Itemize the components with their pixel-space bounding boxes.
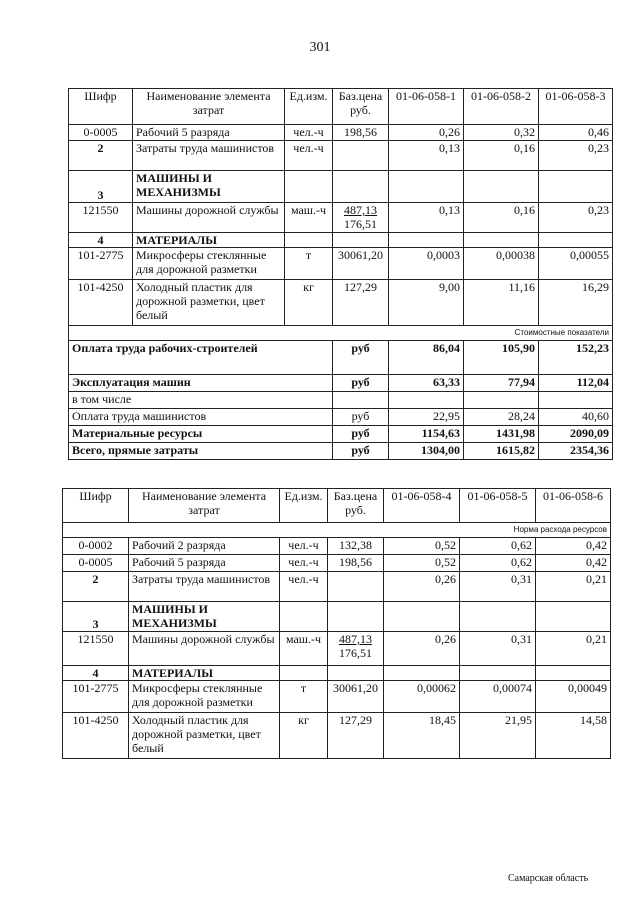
cell-code: 3 <box>69 171 133 203</box>
section-row <box>63 666 611 681</box>
cell-price <box>328 632 384 666</box>
cell-value: 0,00074 <box>460 681 536 713</box>
cell-code: 101-4250 <box>63 713 129 759</box>
summary-unit: руб <box>333 426 389 443</box>
cell-value: 11,16 <box>464 280 539 326</box>
table-row <box>63 538 611 555</box>
summary-value: 63,33 <box>389 375 464 392</box>
section-label-row <box>69 326 613 341</box>
cell-value: 0,00062 <box>384 681 460 713</box>
cell-value: 0,0003 <box>389 248 464 280</box>
cell-price <box>333 203 389 233</box>
cell-value: 0,62 <box>460 538 536 555</box>
table-row <box>63 713 611 759</box>
cell-name: Рабочий 5 разряда <box>133 125 285 141</box>
header-name: Наименование элемента затрат <box>129 489 280 523</box>
cell-name: Затраты труда машинистов <box>129 572 280 602</box>
cell-value: 0,26 <box>389 125 464 141</box>
table-row <box>69 248 613 280</box>
summary-row <box>69 341 613 375</box>
table-header-row <box>69 89 613 125</box>
header-col-3: 01-06-058-3 <box>539 89 613 125</box>
summary-row <box>69 426 613 443</box>
cell-value: 0,31 <box>460 632 536 666</box>
page-number: 301 <box>309 40 331 55</box>
header-price: Баз.цена руб. <box>328 489 384 523</box>
cell-price: 198,56 <box>333 125 389 141</box>
summary-value: 28,24 <box>464 409 539 426</box>
cell-code: 0-0002 <box>63 538 129 555</box>
cell-value: 0,23 <box>539 203 613 233</box>
cell-value: 9,00 <box>389 280 464 326</box>
summary-value: 152,23 <box>539 341 613 375</box>
cell-price: 127,29 <box>328 713 384 759</box>
header-code: Шифр <box>69 89 133 125</box>
cell-code: 2 <box>69 141 133 171</box>
cell-value: 18,45 <box>384 713 460 759</box>
section-title: МАШИНЫ И МЕХАНИЗМЫ <box>129 602 280 632</box>
cell-value: 0,21 <box>536 632 611 666</box>
header-name: Наименование элемента затрат <box>133 89 285 125</box>
summary-value: 2354,36 <box>539 443 613 460</box>
summary-name: Эксплуатация машин <box>69 375 333 392</box>
table-row <box>63 555 611 572</box>
header-price: Баз.цена руб. <box>333 89 389 125</box>
summary-value: 40,60 <box>539 409 613 426</box>
cell-name: Рабочий 5 разряда <box>129 555 280 572</box>
cell-value: 0,13 <box>389 141 464 171</box>
cell-value: 0,52 <box>384 538 460 555</box>
summary-name: Оплата труда рабочих-строителей <box>69 341 333 375</box>
section-row <box>69 171 613 203</box>
cell-name: Машины дорожной службы <box>133 203 285 233</box>
cell-code: 121550 <box>63 632 129 666</box>
cell-unit: чел.-ч <box>280 555 328 572</box>
cell-unit: чел.-ч <box>285 125 333 141</box>
header-col-2: 01-06-058-2 <box>464 89 539 125</box>
header-unit: Ед.изм. <box>280 489 328 523</box>
table-row <box>69 125 613 141</box>
section-row <box>69 233 613 248</box>
cell-price: 132,38 <box>328 538 384 555</box>
cell-price <box>333 141 389 171</box>
footer-region: Самарская область <box>508 873 589 884</box>
cell-value: 0,62 <box>460 555 536 572</box>
summary-value: 105,90 <box>464 341 539 375</box>
summary-unit: руб <box>333 409 389 426</box>
summary-row <box>69 392 613 409</box>
cell-value: 14,58 <box>536 713 611 759</box>
cell-unit: чел.-ч <box>285 141 333 171</box>
summary-value: 1431,98 <box>464 426 539 443</box>
cell-name: Машины дорожной службы <box>129 632 280 666</box>
table-row <box>69 141 613 171</box>
summary-value: 1304,00 <box>389 443 464 460</box>
cell-value: 21,95 <box>460 713 536 759</box>
summary-value <box>539 392 613 409</box>
header-unit: Ед.изм. <box>285 89 333 125</box>
section-label: Стоимостные показатели <box>69 326 613 341</box>
cell-price <box>328 572 384 602</box>
summary-value <box>464 392 539 409</box>
cell-unit: кг <box>280 713 328 759</box>
cell-name: Холодный пластик для дорожной разметки, цвет белый <box>133 280 285 326</box>
cell-value: 0,23 <box>539 141 613 171</box>
cell-value: 0,42 <box>536 555 611 572</box>
cell-unit: кг <box>285 280 333 326</box>
cell-unit: маш.-ч <box>285 203 333 233</box>
summary-unit: руб <box>333 375 389 392</box>
cell-code: 101-2775 <box>69 248 133 280</box>
table-row <box>69 280 613 326</box>
section-title: МАШИНЫ И МЕХАНИЗМЫ <box>133 171 285 203</box>
cell-code: 0-0005 <box>69 125 133 141</box>
cell-code: 3 <box>63 602 129 632</box>
summary-name: в том числе <box>69 392 333 409</box>
section-row <box>63 602 611 632</box>
cell-value: 0,16 <box>464 203 539 233</box>
summary-value: 2090,09 <box>539 426 613 443</box>
header-col-4: 01-06-058-4 <box>384 489 460 523</box>
summary-unit <box>333 392 389 409</box>
header-col-1: 01-06-058-1 <box>389 89 464 125</box>
cell-name: Рабочий 2 разряда <box>129 538 280 555</box>
cell-value: 0,16 <box>464 141 539 171</box>
price-line-1: 487,13 <box>344 203 377 217</box>
price-line-1: 487,13 <box>339 632 372 646</box>
cell-code: 121550 <box>69 203 133 233</box>
table-row <box>63 632 611 666</box>
price-line-2: 176,51 <box>344 217 377 231</box>
cell-value: 0,26 <box>384 572 460 602</box>
cell-value: 0,31 <box>460 572 536 602</box>
table-row <box>63 681 611 713</box>
cell-value: 0,00049 <box>536 681 611 713</box>
table-header-row <box>63 489 611 523</box>
cell-name: Микросферы стеклянные для дорожной разметки <box>133 248 285 280</box>
cell-price: 127,29 <box>333 280 389 326</box>
cell-value: 0,26 <box>384 632 460 666</box>
summary-value: 1154,63 <box>389 426 464 443</box>
section-label-row <box>63 523 611 538</box>
summary-unit: руб <box>333 443 389 460</box>
cell-value: 0,42 <box>536 538 611 555</box>
summary-name: Материальные ресурсы <box>69 426 333 443</box>
price-line-2: 176,51 <box>339 646 372 660</box>
summary-name: Оплата труда машинистов <box>69 409 333 426</box>
cell-value: 0,32 <box>464 125 539 141</box>
cell-unit: чел.-ч <box>280 538 328 555</box>
table-row <box>69 203 613 233</box>
summary-row <box>69 375 613 392</box>
cell-code: 4 <box>69 233 133 248</box>
header-col-6: 01-06-058-6 <box>536 489 611 523</box>
summary-row <box>69 409 613 426</box>
summary-value: 77,94 <box>464 375 539 392</box>
summary-value: 22,95 <box>389 409 464 426</box>
resource-table-2 <box>62 488 611 759</box>
cell-value: 0,52 <box>384 555 460 572</box>
cell-name: Микросферы стеклянные для дорожной разметки <box>129 681 280 713</box>
cell-value: 0,00055 <box>539 248 613 280</box>
summary-unit: руб <box>333 341 389 375</box>
header-col-5: 01-06-058-5 <box>460 489 536 523</box>
cell-name: Холодный пластик для дорожной разметки, цвет белый <box>129 713 280 759</box>
cell-price: 30061,20 <box>333 248 389 280</box>
cell-unit: т <box>280 681 328 713</box>
summary-value: 112,04 <box>539 375 613 392</box>
cell-price: 30061,20 <box>328 681 384 713</box>
cell-code: 2 <box>63 572 129 602</box>
cell-value: 0,46 <box>539 125 613 141</box>
cell-code: 0-0005 <box>63 555 129 572</box>
cell-unit: маш.-ч <box>280 632 328 666</box>
cell-value: 16,29 <box>539 280 613 326</box>
summary-value: 86,04 <box>389 341 464 375</box>
cell-code: 4 <box>63 666 129 681</box>
cell-unit: т <box>285 248 333 280</box>
cell-code: 101-4250 <box>69 280 133 326</box>
summary-row <box>69 443 613 460</box>
resource-table-1 <box>68 88 613 460</box>
summary-value <box>389 392 464 409</box>
section-title: МАТЕРИАЛЫ <box>129 666 280 681</box>
summary-name: Всего, прямые затраты <box>69 443 333 460</box>
cell-unit: чел.-ч <box>280 572 328 602</box>
table-row <box>63 572 611 602</box>
cell-value: 0,21 <box>536 572 611 602</box>
section-label: Норма расхода ресурсов <box>63 523 611 538</box>
section-title: МАТЕРИАЛЫ <box>133 233 285 248</box>
summary-value: 1615,82 <box>464 443 539 460</box>
header-code: Шифр <box>63 489 129 523</box>
cell-name: Затраты труда машинистов <box>133 141 285 171</box>
cell-price: 198,56 <box>328 555 384 572</box>
cell-code: 101-2775 <box>63 681 129 713</box>
cell-value: 0,00038 <box>464 248 539 280</box>
cell-value: 0,13 <box>389 203 464 233</box>
